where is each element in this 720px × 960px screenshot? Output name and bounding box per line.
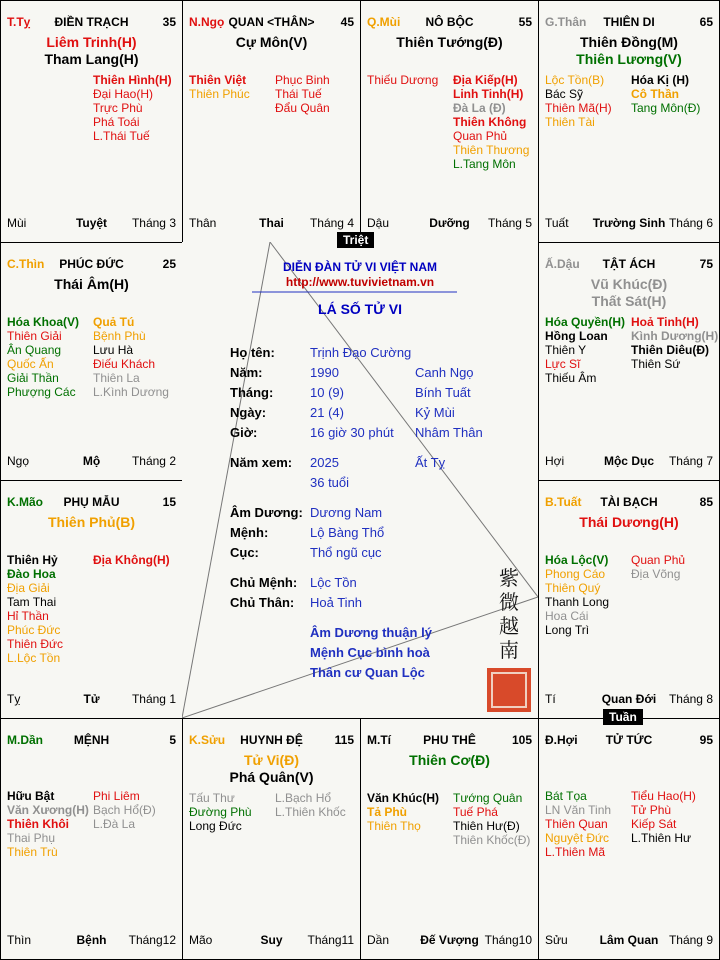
minor-star: Tả Phù xyxy=(367,805,408,819)
summary-note: Mệnh Cục bình hoà xyxy=(310,645,430,660)
month-label: Tháng 5 xyxy=(487,216,532,230)
minor-star: Thiên Quý xyxy=(545,581,601,595)
month-label: Tháng 9 xyxy=(668,933,713,947)
star-column-right xyxy=(93,73,172,143)
minor-star: Long Trì xyxy=(545,623,590,637)
palace-footer xyxy=(367,933,532,949)
minor-star: Giải Thần xyxy=(7,371,59,385)
palace-footer xyxy=(7,692,176,708)
minor-star: L.Bạch Hổ xyxy=(275,791,332,805)
chart-title: LÁ SỐ TỬ VI xyxy=(318,301,402,317)
star-column-right xyxy=(93,553,170,567)
star-column-left xyxy=(545,789,611,859)
month-label: Tháng11 xyxy=(307,933,354,947)
main-star: Thiên Đồng(M) xyxy=(580,34,678,50)
earthly-branch: Sửu xyxy=(545,933,568,947)
life-stage: Dưỡng xyxy=(429,216,470,230)
star-column-right xyxy=(93,315,169,399)
minor-star: Thiên Việt xyxy=(189,73,247,87)
minor-star: Phục Binh xyxy=(275,73,330,87)
life-stage: Đế Vượng xyxy=(420,933,479,947)
palace-age: 85 xyxy=(699,495,713,509)
life-stage: Lâm Quan xyxy=(599,933,659,947)
palace-footer xyxy=(367,216,532,232)
age: 36 tuổi xyxy=(310,475,350,490)
heavenly-stem: G.Thân xyxy=(545,15,587,29)
palace-header xyxy=(545,15,713,31)
palace-cell-mui xyxy=(360,0,539,243)
palace-age: 75 xyxy=(699,257,713,271)
palace-cell-thin xyxy=(0,242,183,481)
palace-name: NÔ BỘC xyxy=(425,15,474,29)
life-stage: Thai xyxy=(259,216,284,230)
info-value: 16 giờ 30 phút xyxy=(310,425,394,440)
palace-cell-than xyxy=(538,0,720,243)
minor-star: Hữu Bật xyxy=(7,789,55,803)
minor-star: Đại Hao(H) xyxy=(93,87,154,101)
minor-star: L.Thiên Mã xyxy=(545,845,606,859)
minor-star: L.Thiên Khốc xyxy=(275,805,346,819)
info-value: Lộ Bàng Thổ xyxy=(310,525,385,540)
minor-star: Hoả Tinh(H) xyxy=(631,315,699,329)
info-canchi: Kỷ Mùi xyxy=(415,405,455,420)
minor-star: Văn Xương(H) xyxy=(7,803,89,817)
info-label: Giờ: xyxy=(230,425,258,440)
heavenly-stem: K.Sửu xyxy=(189,733,226,747)
main-star: Vũ Khúc(Đ) xyxy=(590,276,668,292)
month-label: Tháng10 xyxy=(484,933,532,947)
minor-star: Thiên Giải xyxy=(7,329,62,343)
minor-star: Thiên Sứ xyxy=(631,357,681,371)
palace-age: 105 xyxy=(511,733,532,747)
earthly-branch: Mão xyxy=(189,933,213,947)
minor-star: Thiên Y xyxy=(545,343,587,357)
star-column-right xyxy=(275,791,346,819)
info-label: Ngày: xyxy=(230,405,267,420)
earthly-branch: Tí xyxy=(545,692,556,706)
palace-header xyxy=(545,733,713,749)
star-column-left xyxy=(7,553,63,665)
star-column-left xyxy=(545,73,612,129)
minor-star: Lưu Hà xyxy=(93,343,134,357)
summary-note: Âm Dương thuận lý xyxy=(310,625,432,640)
life-stage: Suy xyxy=(260,933,283,947)
star-column-right xyxy=(631,789,696,845)
minor-star: Đà La (Đ) xyxy=(453,101,506,115)
info-canchi: Nhâm Thân xyxy=(415,425,483,440)
info-label: Tháng: xyxy=(230,385,274,400)
info-label: Chủ Mệnh: xyxy=(230,575,298,590)
viewing-year: 2025 xyxy=(310,455,339,470)
month-label: Tháng 2 xyxy=(131,454,176,468)
info-label: Năm: xyxy=(230,365,263,380)
palace-header xyxy=(7,257,176,273)
info-label: Mệnh: xyxy=(230,525,269,540)
earthly-branch: Thân xyxy=(189,216,217,230)
earthly-branch: Dậu xyxy=(367,216,390,230)
heavenly-stem: C.Thìn xyxy=(7,257,45,271)
minor-star: Bác Sỹ xyxy=(545,87,584,101)
minor-star: Bạch Hổ(Đ) xyxy=(93,803,156,817)
palace-footer xyxy=(189,216,354,232)
minor-star: Tuế Phá xyxy=(453,805,498,819)
info-value: 10 (9) xyxy=(310,385,344,400)
info-label: Âm Dương: xyxy=(230,505,303,520)
minor-star: Long Đức xyxy=(189,819,242,833)
star-column-left xyxy=(545,315,625,385)
minor-star: Linh Tinh(H) xyxy=(453,87,524,101)
star-column-left xyxy=(367,791,439,833)
palace-header xyxy=(7,495,176,511)
minor-star: Tướng Quân xyxy=(453,791,523,805)
summary-note: Thân cư Quan Lộc xyxy=(310,665,425,680)
life-stage: Mộ xyxy=(82,454,101,468)
star-column-right xyxy=(631,553,685,581)
minor-star: Hóa Lộc(V) xyxy=(545,553,609,567)
minor-star: Thiếu Âm xyxy=(545,371,597,385)
palace-age: 65 xyxy=(699,15,713,29)
star-column-left xyxy=(189,73,250,101)
palace-name: PHU THÊ xyxy=(423,733,476,747)
palace-header xyxy=(545,257,713,273)
minor-star: Quốc Ấn xyxy=(7,357,54,371)
palace-cell-dan xyxy=(0,718,183,960)
viewing-year-label: Năm xem: xyxy=(230,455,293,470)
palace-cell-tuat xyxy=(538,480,720,719)
center-panel xyxy=(182,242,538,718)
palace-footer xyxy=(7,933,176,949)
minor-star: Địa Giải xyxy=(7,581,50,595)
main-star: Phá Quân(V) xyxy=(229,769,314,785)
minor-star: LN Văn Tinh xyxy=(545,803,612,817)
heavenly-stem: Q.Mùi xyxy=(367,15,401,29)
minor-star: L.Thiên Hư xyxy=(631,831,692,845)
forum-url[interactable]: http://www.tuvivietnam.vn xyxy=(285,275,435,289)
earthly-branch: Ngọ xyxy=(7,454,30,468)
minor-star: L.Đà La xyxy=(93,817,136,831)
life-stage: Mộc Dục xyxy=(603,454,654,468)
minor-star: Tử Phù xyxy=(631,803,672,817)
minor-star: Hóa Kị (H) xyxy=(631,73,689,87)
minor-star: Thiên Mã(H) xyxy=(545,101,612,115)
palace-cell-ngo xyxy=(182,0,361,243)
month-label: Tháng 3 xyxy=(131,216,176,230)
minor-star: Thiên Khốc(Đ) xyxy=(453,833,531,847)
palace-cell-hoi xyxy=(538,718,720,960)
month-label: Tháng 1 xyxy=(131,692,176,706)
minor-star: L.Tang Môn xyxy=(453,157,516,171)
calligraphy-char: 微 xyxy=(499,590,519,614)
month-label: Tháng 7 xyxy=(668,454,713,468)
minor-star: Ân Quang xyxy=(7,343,62,357)
minor-star: Thiên Không xyxy=(453,115,527,129)
minor-star: Lộc Tồn(B) xyxy=(545,73,605,87)
earthly-branch: Tuất xyxy=(545,216,569,230)
star-column-right xyxy=(275,73,330,115)
minor-star: Phúc Đức xyxy=(7,623,61,637)
star-column-left xyxy=(367,73,438,87)
info-value: Trịnh Đạo Cường xyxy=(310,345,412,360)
minor-star: Tấu Thư xyxy=(189,791,235,805)
main-star: Thái Dương(H) xyxy=(579,514,679,530)
main-star: Thiên Phủ(B) xyxy=(47,514,136,530)
minor-star: Quả Tú xyxy=(93,315,135,329)
minor-star: Đường Phù xyxy=(189,805,252,819)
minor-star: Hoa Cái xyxy=(545,609,589,623)
main-star: Thái Âm(H) xyxy=(54,276,129,292)
triet-tag: Triệt xyxy=(337,232,374,248)
month-label: Tháng 8 xyxy=(668,692,713,706)
minor-star: Thiên Đức xyxy=(7,637,64,651)
heavenly-stem: M.Tí xyxy=(367,733,391,747)
palace-cell-dau xyxy=(538,242,720,481)
main-star: Thiên Cơ(Đ) xyxy=(409,752,490,768)
minor-star: Cô Thần xyxy=(631,87,679,101)
info-value: Hoả Tinh xyxy=(310,595,363,610)
info-label: Chủ Thân: xyxy=(230,595,295,610)
earthly-branch: Mùi xyxy=(7,216,27,230)
minor-star: Nguyệt Đức xyxy=(545,831,610,845)
minor-star: Kình Dương(H) xyxy=(631,329,719,343)
minor-star: Điếu Khách xyxy=(93,357,156,371)
vertical-calligraphy xyxy=(498,566,520,662)
star-column-left xyxy=(189,791,252,833)
palace-name: ĐIỀN TRẠCH xyxy=(54,15,129,29)
minor-star: Địa Không(H) xyxy=(93,553,170,567)
minor-star: Thiên Quan xyxy=(545,817,608,831)
month-label: Tháng 6 xyxy=(668,216,713,230)
month-label: Tháng 4 xyxy=(309,216,354,230)
palace-footer xyxy=(545,454,713,470)
info-value: 21 (4) xyxy=(310,405,344,420)
minor-star: Thái Tuế xyxy=(275,87,322,101)
star-column-right xyxy=(453,791,530,847)
red-seal-stamp xyxy=(487,668,531,712)
palace-name: QUAN <THÂN> xyxy=(228,15,315,29)
minor-star: Thiên Phúc xyxy=(189,87,250,101)
minor-star: Quan Phủ xyxy=(631,553,686,567)
minor-star: Hỉ Thần xyxy=(7,609,49,623)
palace-cell-ty xyxy=(0,0,183,243)
info-value: Dương Nam xyxy=(310,505,383,520)
palace-header xyxy=(7,733,176,749)
minor-star: Bệnh Phù xyxy=(93,329,146,343)
minor-star: Thiên Hư(Đ) xyxy=(453,819,520,833)
palace-age: 45 xyxy=(340,15,354,29)
info-value: 1990 xyxy=(310,365,339,380)
palace-header xyxy=(367,15,532,31)
star-column-left xyxy=(7,789,89,859)
minor-star: Thiên La xyxy=(93,371,140,385)
main-star: Thiên Tướng(Đ) xyxy=(396,34,503,50)
palace-footer xyxy=(545,692,713,708)
main-star: Tham Lang(H) xyxy=(44,51,139,67)
minor-star: Kiếp Sát xyxy=(631,817,677,831)
heavenly-stem: M.Dần xyxy=(7,733,43,747)
info-value: Thổ ngũ cục xyxy=(310,545,382,560)
palace-name: TÀI BẠCH xyxy=(600,495,658,509)
star-column-left xyxy=(545,553,609,637)
minor-star: Bát Tọa xyxy=(545,789,587,803)
minor-star: Thiếu Dương xyxy=(367,73,439,87)
earthly-branch: Thìn xyxy=(7,933,32,947)
star-column-left xyxy=(7,315,79,399)
calligraphy-char: 紫 xyxy=(499,566,519,590)
main-star: Liêm Trinh(H) xyxy=(46,34,137,50)
viewing-year-canchi: Ất Tỵ xyxy=(415,455,446,470)
minor-star: Phượng Các xyxy=(7,385,76,399)
palace-footer xyxy=(7,216,176,232)
minor-star: L.Kình Dương xyxy=(93,385,169,399)
star-column-right xyxy=(631,73,700,115)
main-star: Thiên Lương(V) xyxy=(576,51,682,67)
palace-header xyxy=(189,733,354,749)
minor-star: L.Thái Tuế xyxy=(93,129,150,143)
minor-star: Thiên Khôi xyxy=(7,817,69,831)
minor-star: Đẩu Quân xyxy=(275,101,330,115)
main-star: Tử Vi(Đ) xyxy=(244,752,299,768)
minor-star: Tam Thai xyxy=(7,595,57,609)
star-column-right xyxy=(453,73,529,171)
minor-star: Tang Môn(Đ) xyxy=(631,101,701,115)
palace-name: MỆNH xyxy=(73,733,110,747)
palace-age: 25 xyxy=(162,257,176,271)
palace-age: 15 xyxy=(162,495,176,509)
palace-name: TỬ TỨC xyxy=(605,733,653,747)
minor-star: Hóa Quyền(H) xyxy=(545,315,626,329)
palace-age: 55 xyxy=(518,15,532,29)
minor-star: Địa Kiếp(H) xyxy=(453,73,518,87)
earthly-branch: Tỵ xyxy=(7,692,21,706)
main-star: Cự Môn(V) xyxy=(235,34,308,50)
palace-name: PHỤ MẪU xyxy=(63,495,120,509)
palace-header xyxy=(367,733,532,749)
minor-star: Phá Toái xyxy=(93,115,140,129)
minor-star: Thiên Diêu(Đ) xyxy=(631,343,709,357)
minor-star: Thiên Hình(H) xyxy=(93,73,172,87)
palace-cell-suu xyxy=(182,718,361,960)
minor-star: Phi Liêm xyxy=(93,789,140,803)
minor-star: Tiểu Hao(H) xyxy=(631,789,696,803)
life-stage: Trường Sinh xyxy=(592,216,666,230)
minor-star: Thiên Trù xyxy=(7,845,58,859)
minor-star: L.Lộc Tồn xyxy=(7,651,61,665)
palace-footer xyxy=(545,933,713,949)
palace-age: 35 xyxy=(162,15,176,29)
info-canchi: Canh Ngọ xyxy=(415,365,474,380)
life-stage: Quan Đới xyxy=(601,692,657,706)
heavenly-stem: Đ.Hợi xyxy=(545,733,578,747)
minor-star: Thai Phụ xyxy=(7,831,56,845)
minor-star: Thiên Thọ xyxy=(367,819,421,833)
life-stage: Tuyệt xyxy=(75,216,108,230)
minor-star: Hóa Khoa(V) xyxy=(7,315,79,329)
palace-footer xyxy=(545,216,713,232)
minor-star: Đào Hoa xyxy=(7,567,56,581)
heavenly-stem: N.Ngọ xyxy=(189,15,225,29)
palace-footer xyxy=(7,454,176,470)
minor-star: Địa Võng xyxy=(631,567,681,581)
info-label: Cục: xyxy=(230,545,259,560)
month-label: Tháng12 xyxy=(128,933,176,947)
palace-header xyxy=(189,15,354,31)
minor-star: Trực Phù xyxy=(93,101,143,115)
palace-age: 95 xyxy=(699,733,713,747)
palace-footer xyxy=(189,933,354,949)
minor-star: Hồng Loan xyxy=(545,329,608,343)
calligraphy-char: 南 xyxy=(499,638,519,662)
forum-name: DIỄN ĐÀN TỬ VI VIỆT NAM xyxy=(283,260,437,274)
info-label: Họ tên: xyxy=(230,345,275,360)
minor-star: Văn Khúc(H) xyxy=(367,791,439,805)
palace-header xyxy=(545,495,713,511)
life-stage: Tử xyxy=(83,692,100,706)
minor-star: Phong Cáo xyxy=(545,567,606,581)
minor-star: Thiên Tài xyxy=(545,115,595,129)
palace-name: HUYNH ĐỆ xyxy=(240,733,303,747)
earthly-branch: Hợi xyxy=(545,454,565,468)
life-stage: Bệnh xyxy=(76,933,107,947)
earthly-branch: Dần xyxy=(367,933,390,947)
heavenly-stem: B.Tuất xyxy=(545,495,582,509)
minor-star: Thiên Thương xyxy=(453,143,530,157)
palace-age: 5 xyxy=(169,733,176,747)
heavenly-stem: K.Mão xyxy=(7,495,43,509)
heavenly-stem: Ấ.Dậu xyxy=(545,257,580,271)
tuan-tag: Tuần xyxy=(603,709,643,725)
minor-star: Lực Sĩ xyxy=(545,357,581,371)
star-column-right xyxy=(93,789,156,831)
palace-cell-mao xyxy=(0,480,183,719)
palace-name: TẬT ÁCH xyxy=(602,257,656,271)
star-column-right xyxy=(631,315,718,371)
main-star: Thất Sát(H) xyxy=(591,293,667,309)
minor-star: Thanh Long xyxy=(545,595,610,609)
palace-name: THIÊN DI xyxy=(603,15,655,29)
heavenly-stem: T.Tỵ xyxy=(7,15,31,29)
info-value: Lộc Tồn xyxy=(310,575,357,590)
info-canchi: Bính Tuất xyxy=(415,385,471,400)
palace-cell-ti xyxy=(360,718,539,960)
palace-name: PHÚC ĐỨC xyxy=(59,257,124,271)
palace-age: 115 xyxy=(334,733,354,747)
palace-header xyxy=(7,15,176,31)
calligraphy-char: 越 xyxy=(499,614,519,638)
minor-star: Quan Phủ xyxy=(453,129,508,143)
minor-star: Thiên Hỷ xyxy=(7,553,58,567)
